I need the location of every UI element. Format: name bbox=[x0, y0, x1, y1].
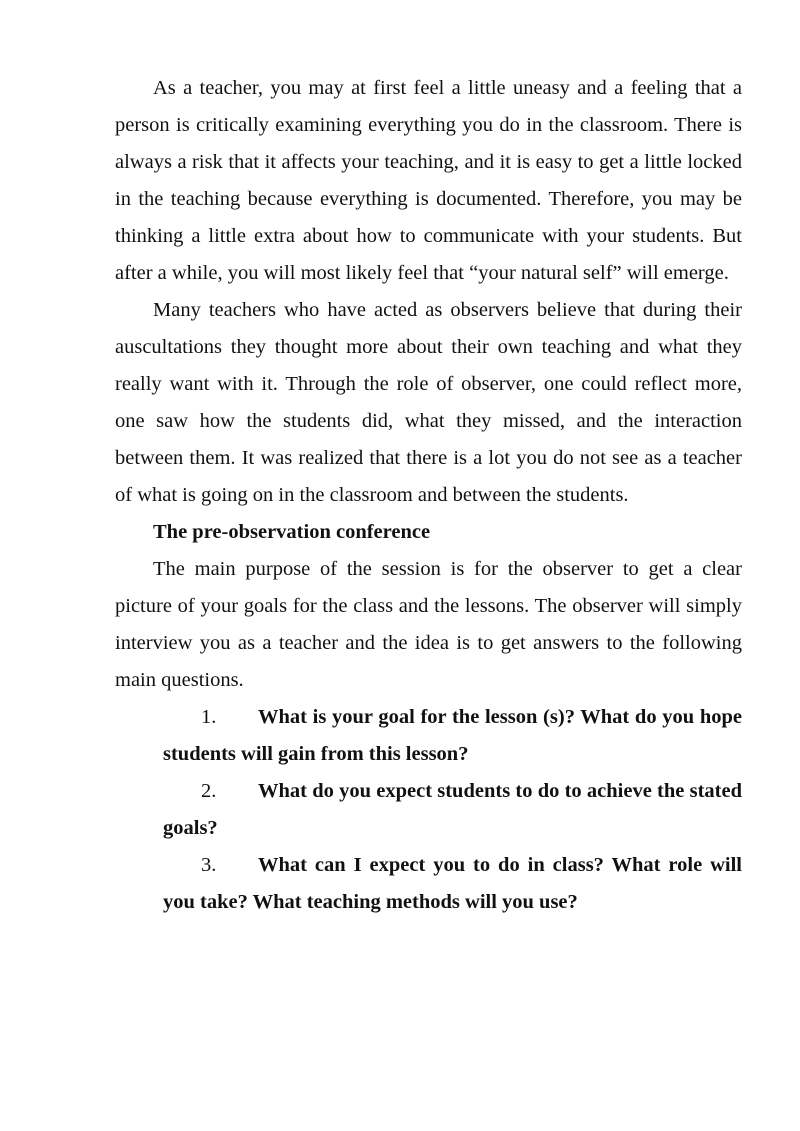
paragraph-observer-reflection: Many teachers who have acted as observers believe that during their auscultations they thought more about their own teaching and what they really want with it. Through the role of observer, one could reflect more, one saw how the students did, what they missed, and the interaction between them. It was realized that there is a lot you do not see as a teacher of what is going on in the classroom and between the students. bbox=[115, 299, 742, 506]
question-number: 1. bbox=[201, 706, 217, 728]
paragraph-teacher-unease: As a teacher, you may at first feel a little uneasy and a feeling that a person is critically examining everything you do in the classroom. There is always a risk that it affects your teaching, and it is easy to get a little locked in the teaching because everything is documented. Therefore, you may be thinking a little extra about how to communicate with your students. But after a while, you will most likely feel that “your natural self” will emerge. bbox=[115, 77, 742, 284]
question-text: What can I expect you to do in class? What role will you take? What teaching methods will you use? bbox=[163, 854, 742, 913]
question-list bbox=[115, 699, 742, 921]
question-number: 3. bbox=[201, 854, 217, 876]
question-text: What do you expect students to do to achieve the stated goals? bbox=[163, 780, 742, 839]
question-item bbox=[115, 699, 742, 773]
document-page bbox=[115, 70, 742, 921]
paragraph-session-purpose: The main purpose of the session is for the observer to get a clear picture of your goals for the class and the lessons. The observer will simply interview you as a teacher and the idea is to get answers to the following main questions. bbox=[115, 558, 742, 691]
question-text: What is your goal for the lesson (s)? What do you hope students will gain from this lesson? bbox=[163, 706, 742, 765]
question-item bbox=[115, 847, 742, 921]
question-item bbox=[115, 773, 742, 847]
section-heading: The pre-observation conference bbox=[153, 521, 431, 543]
question-number: 2. bbox=[201, 780, 217, 802]
